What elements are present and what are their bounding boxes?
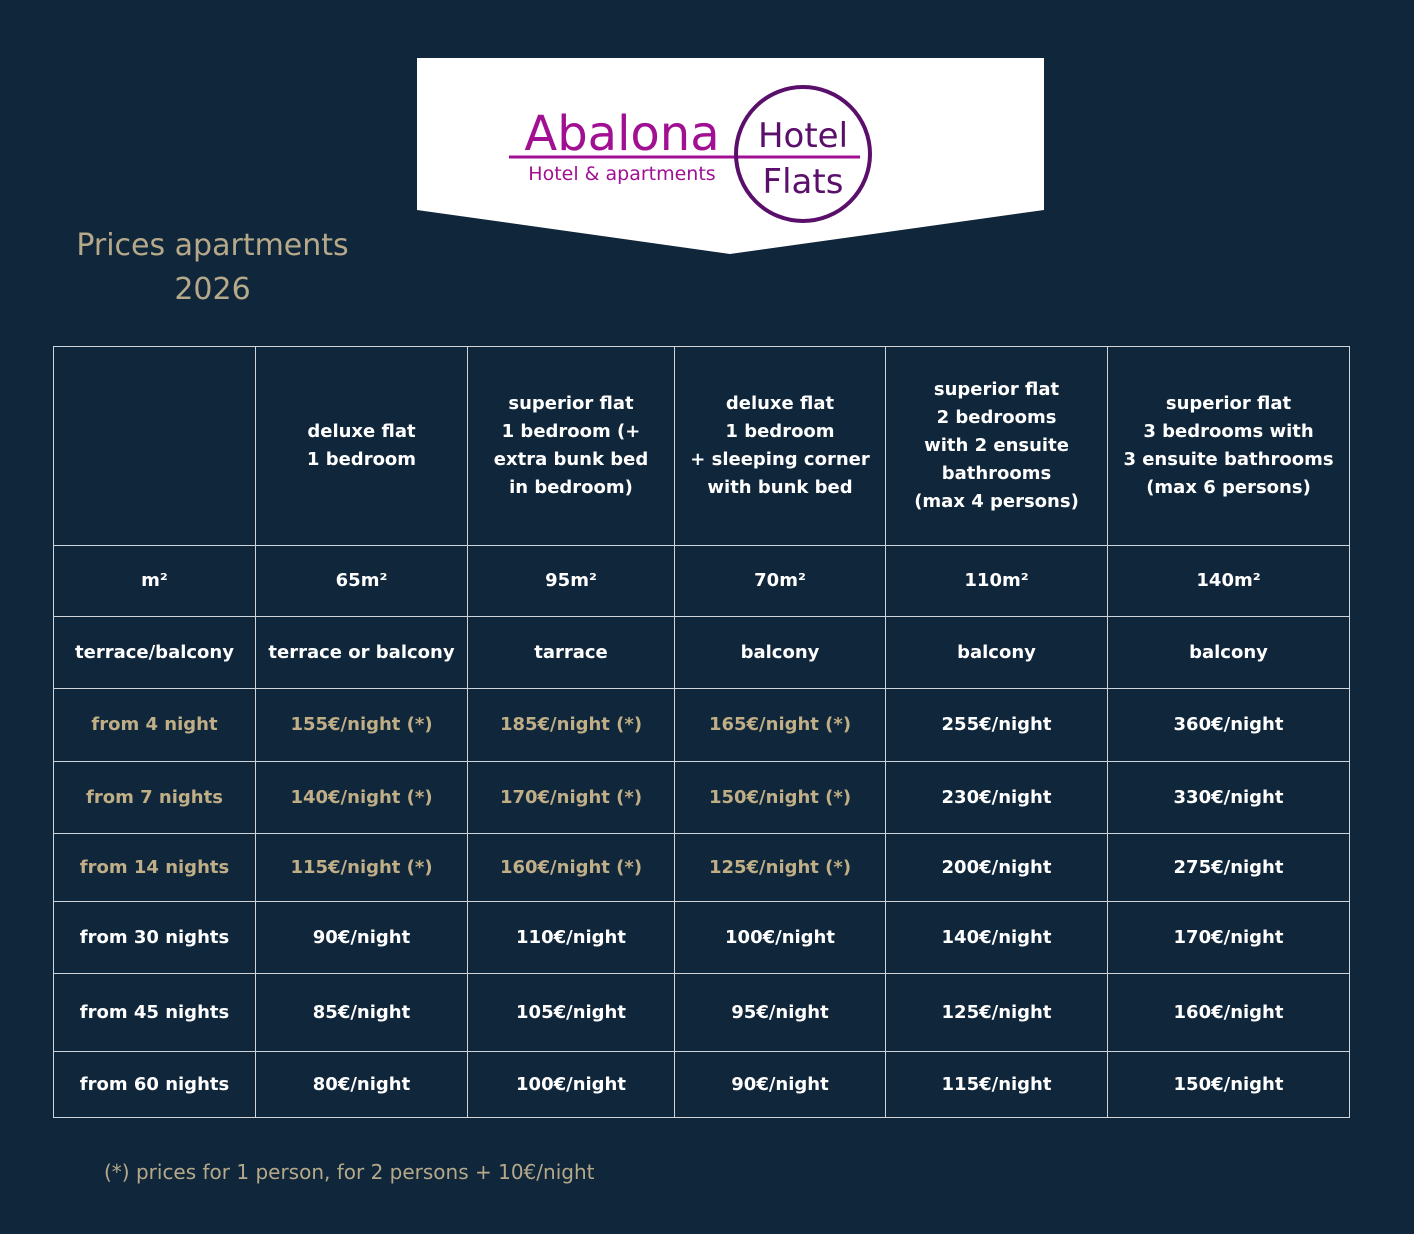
row-label: from 60 nights bbox=[54, 1052, 256, 1118]
logo-circle-top: Hotel bbox=[757, 116, 849, 156]
table-row bbox=[54, 546, 1350, 617]
table-cell: 170€/night bbox=[1108, 902, 1350, 974]
table-row bbox=[54, 1052, 1350, 1118]
table-cell: 110€/night bbox=[468, 902, 675, 974]
title-line-1: Prices apartments bbox=[76, 228, 349, 263]
table-cell: 140m² bbox=[1108, 546, 1350, 617]
table-row bbox=[54, 689, 1350, 762]
table-cell: 150€/night bbox=[1108, 1052, 1350, 1118]
table-cell: 125€/night bbox=[886, 974, 1108, 1052]
table-cell: 65m² bbox=[256, 546, 468, 617]
page-title bbox=[40, 224, 385, 312]
footnote: (*) prices for 1 person, for 2 persons + 10€/night bbox=[104, 1160, 595, 1184]
table-cell: 85€/night bbox=[256, 974, 468, 1052]
table-cell: 100€/night bbox=[675, 902, 886, 974]
row-label: from 7 nights bbox=[54, 762, 256, 834]
header-cell: deluxe flat 1 bedroom bbox=[256, 347, 468, 546]
table-cell: 330€/night bbox=[1108, 762, 1350, 834]
table-cell: 170€/night (*) bbox=[468, 762, 675, 834]
table-cell: 90€/night bbox=[675, 1052, 886, 1118]
price-table bbox=[53, 346, 1350, 1118]
row-label: from 14 nights bbox=[54, 834, 256, 902]
table-cell: 105€/night bbox=[468, 974, 675, 1052]
table-cell: 95€/night bbox=[675, 974, 886, 1052]
logo-tagline: Hotel & apartments bbox=[528, 163, 716, 185]
table-cell: 90€/night bbox=[256, 902, 468, 974]
logo-banner bbox=[417, 58, 1044, 254]
table-cell: balcony bbox=[886, 617, 1108, 689]
table-cell: 165€/night (*) bbox=[675, 689, 886, 762]
table-row bbox=[54, 902, 1350, 974]
table-cell: 140€/night bbox=[886, 902, 1108, 974]
table-cell: 255€/night bbox=[886, 689, 1108, 762]
table-header-row bbox=[54, 347, 1350, 546]
table-row bbox=[54, 974, 1350, 1052]
table-cell: 115€/night (*) bbox=[256, 834, 468, 902]
header-cell: deluxe flat 1 bedroom + sleeping corner with bunk bed bbox=[675, 347, 886, 546]
logo bbox=[417, 58, 1044, 254]
header-cell: superior flat 1 bedroom (+ extra bunk bed in bedroom) bbox=[468, 347, 675, 546]
header-cell bbox=[54, 347, 256, 546]
table-cell: 160€/night (*) bbox=[468, 834, 675, 902]
table-cell: tarrace bbox=[468, 617, 675, 689]
table-cell: 80€/night bbox=[256, 1052, 468, 1118]
row-label: from 4 night bbox=[54, 689, 256, 762]
table-cell: 160€/night bbox=[1108, 974, 1350, 1052]
table-row bbox=[54, 834, 1350, 902]
table-cell: 200€/night bbox=[886, 834, 1108, 902]
row-label: from 30 nights bbox=[54, 902, 256, 974]
row-label: terrace/balcony bbox=[54, 617, 256, 689]
table-cell: 155€/night (*) bbox=[256, 689, 468, 762]
logo-circle-bottom: Flats bbox=[762, 162, 844, 202]
table-cell: terrace or balcony bbox=[256, 617, 468, 689]
title-year: 2026 bbox=[174, 272, 251, 307]
header-cell: superior flat 3 bedrooms with 3 ensuite bathrooms (max 6 persons) bbox=[1108, 347, 1350, 546]
table-row bbox=[54, 762, 1350, 834]
row-label: from 45 nights bbox=[54, 974, 256, 1052]
table-cell: 110m² bbox=[886, 546, 1108, 617]
table-cell: 360€/night bbox=[1108, 689, 1350, 762]
table-row bbox=[54, 617, 1350, 689]
header-cell: superior flat 2 bedrooms with 2 ensuite bathrooms (max 4 persons) bbox=[886, 347, 1108, 546]
table-cell: 140€/night (*) bbox=[256, 762, 468, 834]
table-cell: 100€/night bbox=[468, 1052, 675, 1118]
table-cell: balcony bbox=[1108, 617, 1350, 689]
table-cell: 125€/night (*) bbox=[675, 834, 886, 902]
table-cell: 275€/night bbox=[1108, 834, 1350, 902]
table-cell: 150€/night (*) bbox=[675, 762, 886, 834]
table-cell: 185€/night (*) bbox=[468, 689, 675, 762]
table-cell: balcony bbox=[675, 617, 886, 689]
table-cell: 230€/night bbox=[886, 762, 1108, 834]
table-cell: 115€/night bbox=[886, 1052, 1108, 1118]
logo-brand: Abalona bbox=[524, 106, 720, 162]
table-cell: 95m² bbox=[468, 546, 675, 617]
table-cell: 70m² bbox=[675, 546, 886, 617]
row-label: m² bbox=[54, 546, 256, 617]
